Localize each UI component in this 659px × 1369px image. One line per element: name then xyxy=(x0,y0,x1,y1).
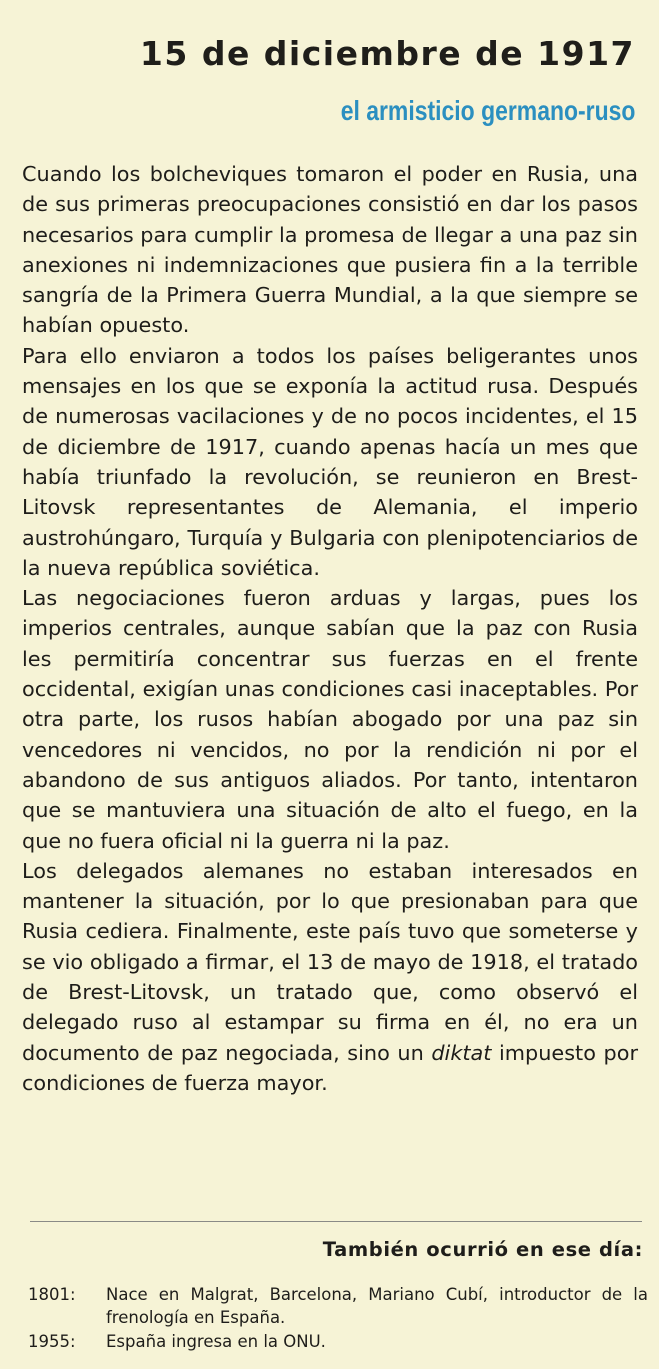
event-year: 1955: xyxy=(28,1332,76,1351)
article-paragraph-1: Cuando los bolcheviques tomaron el poder en Rusia, una de sus primeras preocupaciones consistió en dar los pasos necesarios para cumplir la promesa de llegar a una paz sin anexiones ni indemnizaciones que pusiera fin a la terrible sangría de la Primera Guerra Mundial, a la que siempre se habían opuesto. xyxy=(22,162,638,338)
italic-term: diktat xyxy=(431,1040,492,1065)
list-item xyxy=(28,1330,648,1353)
event-text: Nace en Malgrat, Barcelona, Mariano Cubí, introductor de la frenología en España. xyxy=(106,1285,648,1327)
page-title: 15 de diciembre de 1917 xyxy=(139,34,635,73)
article-paragraph-2: Para ello enviaron a todos los países beligerantes unos mensajes en los que se exponía la actitud rusa. Después de numerosas vacilaciones y de no pocos incidentes, el 15 de diciembre de 1917, cuando apenas hacía un mes que había triunfado la revolución, se reunieron en Brest-Litovsk representantes de Alemania, el imperio austrohúngaro, Turquía y Bulgaria con plenipotenciarios de la nueva república soviética. xyxy=(22,343,638,580)
also-happened-heading: También ocurrió en ese día: xyxy=(322,1238,643,1261)
article-body xyxy=(22,159,638,1098)
article-paragraph-3: Las negociaciones fueron arduas y largas, pues los imperios centrales, aunque sabían que la paz con Rusia les permitiría concentrar sus fuerzas en el frente occidental, exigían unas condiciones casi inaceptables. Por otra parte, los rusos habían abogado por una paz sin vencedores ni vencidos, no por la rendición ni por el abandono de sus antiguos aliados. Por tanto, intentaron que se mantuviera una situación de alto el fuego, en la que no fuera oficial ni la guerra ni la paz. xyxy=(22,586,638,853)
article-paragraph-4 xyxy=(22,856,638,1098)
event-year: 1801: xyxy=(28,1285,76,1304)
page-subtitle: el armisticio germano-ruso xyxy=(340,95,635,126)
list-item xyxy=(28,1283,648,1329)
section-divider xyxy=(30,1221,642,1222)
events-list xyxy=(28,1283,648,1354)
event-text: España ingresa en la ONU. xyxy=(106,1332,326,1351)
article-paragraph-4-end: impuesto por condiciones de fuerza mayor. xyxy=(22,1040,639,1095)
article-paragraph-4-start: Los delegados alemanes no estaban interesados en mantener la situación, por lo que presionaban para que Rusia cediera. Finalmente, este país tuvo que someterse y se vio obligado a firmar, el 13 de mayo de 1918, el tratado de Brest-Litovsk, un tratado que, como observó el delegado ruso al estampar su firma en él, no era un documento de paz negociada, sino un xyxy=(22,858,638,1065)
